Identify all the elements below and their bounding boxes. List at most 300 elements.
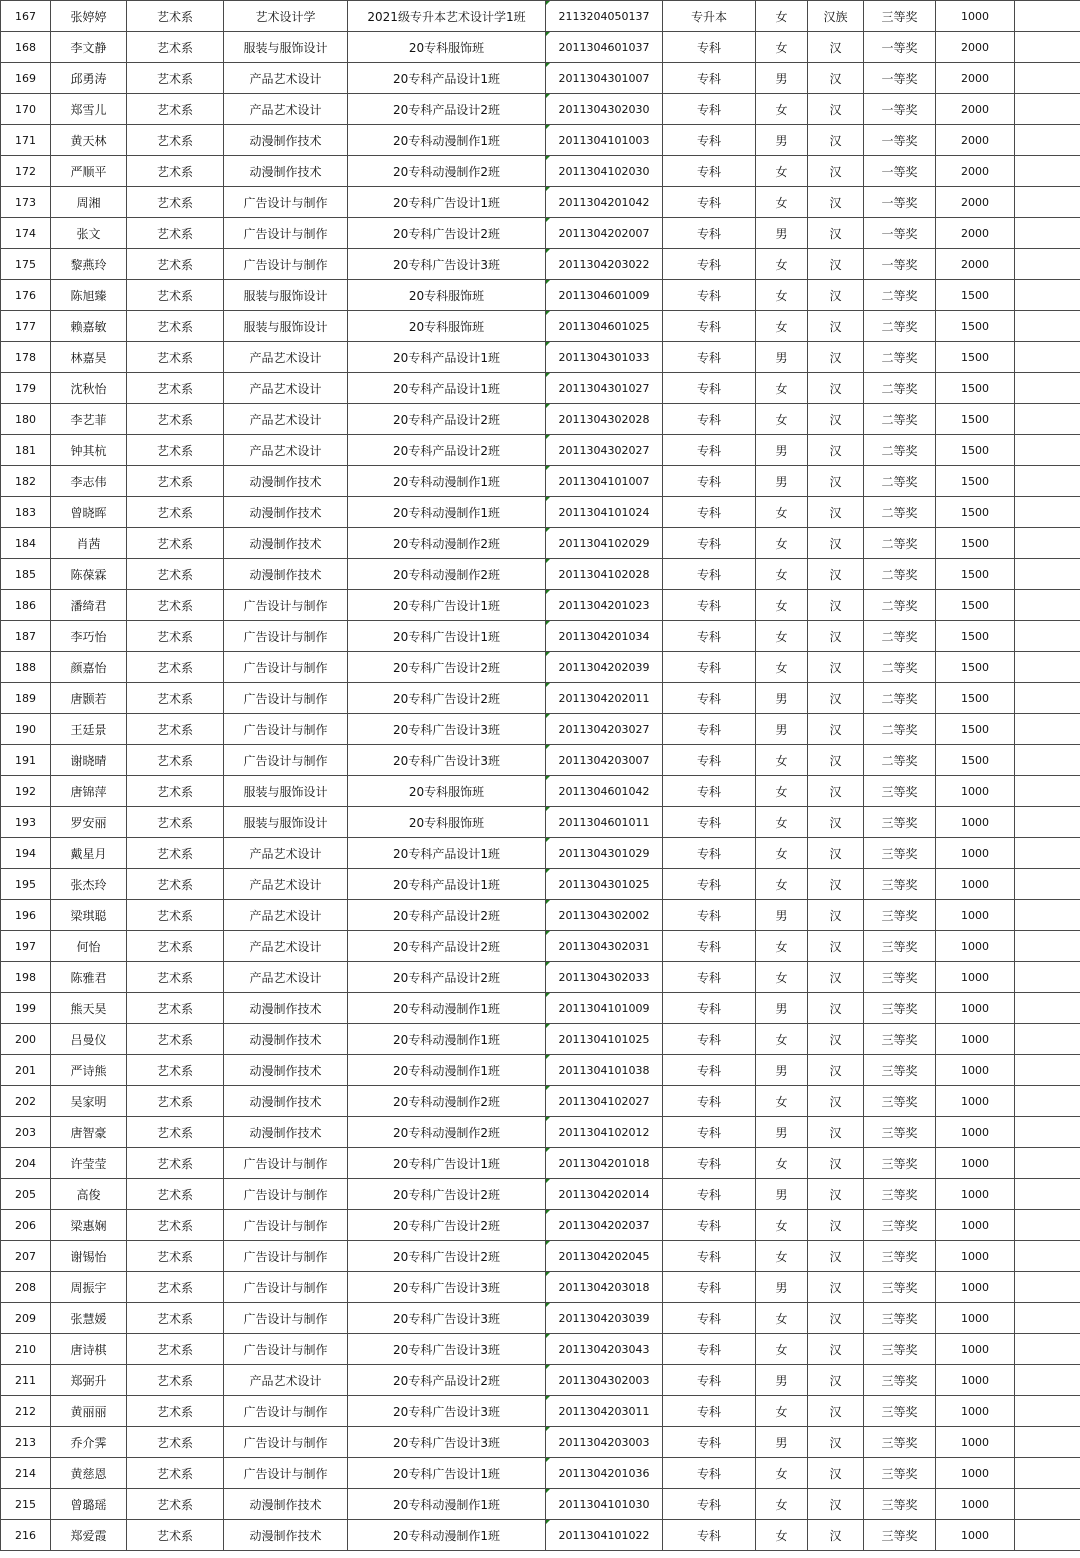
table-row — [1, 1334, 1080, 1365]
name-cell: 王廷景 — [51, 714, 127, 745]
gender-cell: 女 — [756, 1241, 808, 1272]
student-id-cell: 2011304301029 — [546, 838, 663, 869]
table-row — [1, 838, 1080, 869]
department-cell: 艺术系 — [127, 187, 224, 218]
ethnicity-cell: 汉 — [808, 187, 864, 218]
department-cell: 艺术系 — [127, 590, 224, 621]
student-id-cell: 2011304302030 — [546, 94, 663, 125]
student-id-cell: 2011304201023 — [546, 590, 663, 621]
row-number-cell: 200 — [1, 1024, 51, 1055]
student-id-cell: 2011304302033 — [546, 962, 663, 993]
amount-cell: 1500 — [936, 311, 1015, 342]
major-cell: 产品艺术设计 — [224, 94, 348, 125]
education-level-cell: 专科 — [663, 1427, 756, 1458]
education-level-cell: 专科 — [663, 1520, 756, 1551]
table-row — [1, 1, 1080, 32]
student-id-cell: 2011304201042 — [546, 187, 663, 218]
name-cell: 曾璐瑶 — [51, 1489, 127, 1520]
name-cell: 李志伟 — [51, 466, 127, 497]
major-cell: 广告设计与制作 — [224, 621, 348, 652]
education-level-cell: 专科 — [663, 63, 756, 94]
education-level-cell: 专科 — [663, 435, 756, 466]
name-cell: 严顺平 — [51, 156, 127, 187]
name-cell: 林嘉昊 — [51, 342, 127, 373]
amount-cell: 1000 — [936, 838, 1015, 869]
student-id-cell: 2011304601009 — [546, 280, 663, 311]
note-cell — [1015, 187, 1080, 218]
department-cell: 艺术系 — [127, 900, 224, 931]
note-cell — [1015, 745, 1080, 776]
student-id-cell: 2011304203039 — [546, 1303, 663, 1334]
amount-cell: 1000 — [936, 1148, 1015, 1179]
student-id-cell: 2011304202037 — [546, 1210, 663, 1241]
name-cell: 唐诗棋 — [51, 1334, 127, 1365]
major-cell: 产品艺术设计 — [224, 404, 348, 435]
ethnicity-cell: 汉 — [808, 497, 864, 528]
gender-cell: 男 — [756, 683, 808, 714]
amount-cell: 1000 — [936, 1303, 1015, 1334]
education-level-cell: 专科 — [663, 1396, 756, 1427]
ethnicity-cell: 汉 — [808, 435, 864, 466]
table-row — [1, 218, 1080, 249]
department-cell: 艺术系 — [127, 342, 224, 373]
major-cell: 广告设计与制作 — [224, 1396, 348, 1427]
education-level-cell: 专科 — [663, 807, 756, 838]
table-row — [1, 776, 1080, 807]
class-cell: 20专科动漫制作2班 — [348, 528, 546, 559]
note-cell — [1015, 776, 1080, 807]
row-number-cell: 205 — [1, 1179, 51, 1210]
student-id-cell: 2011304202039 — [546, 652, 663, 683]
gender-cell: 女 — [756, 32, 808, 63]
department-cell: 艺术系 — [127, 683, 224, 714]
award-level-cell: 三等奖 — [864, 1210, 936, 1241]
row-number-cell: 201 — [1, 1055, 51, 1086]
note-cell — [1015, 435, 1080, 466]
ethnicity-cell: 汉 — [808, 1427, 864, 1458]
table-row — [1, 621, 1080, 652]
award-level-cell: 三等奖 — [864, 1272, 936, 1303]
ethnicity-cell: 汉 — [808, 745, 864, 776]
table-row — [1, 528, 1080, 559]
student-id-cell: 2011304202045 — [546, 1241, 663, 1272]
name-cell: 陈葆霖 — [51, 559, 127, 590]
table-row — [1, 1427, 1080, 1458]
education-level-cell: 专科 — [663, 900, 756, 931]
name-cell: 肖茜 — [51, 528, 127, 559]
table-row — [1, 156, 1080, 187]
name-cell: 严诗熊 — [51, 1055, 127, 1086]
note-cell — [1015, 1, 1080, 32]
education-level-cell: 专科 — [663, 404, 756, 435]
department-cell: 艺术系 — [127, 714, 224, 745]
major-cell: 动漫制作技术 — [224, 1024, 348, 1055]
major-cell: 广告设计与制作 — [224, 714, 348, 745]
row-number-cell: 213 — [1, 1427, 51, 1458]
note-cell — [1015, 1520, 1080, 1551]
ethnicity-cell: 汉 — [808, 869, 864, 900]
class-cell: 20专科产品设计1班 — [348, 342, 546, 373]
amount-cell: 1000 — [936, 1179, 1015, 1210]
education-level-cell: 专科 — [663, 776, 756, 807]
gender-cell: 女 — [756, 962, 808, 993]
ethnicity-cell: 汉 — [808, 63, 864, 94]
gender-cell: 女 — [756, 776, 808, 807]
gender-cell: 女 — [756, 590, 808, 621]
education-level-cell: 专科 — [663, 1334, 756, 1365]
class-cell: 20专科产品设计2班 — [348, 435, 546, 466]
note-cell — [1015, 1427, 1080, 1458]
award-level-cell: 二等奖 — [864, 404, 936, 435]
amount-cell: 1000 — [936, 1458, 1015, 1489]
gender-cell: 女 — [756, 1210, 808, 1241]
major-cell: 服装与服饰设计 — [224, 776, 348, 807]
table-row — [1, 1241, 1080, 1272]
major-cell: 广告设计与制作 — [224, 1272, 348, 1303]
row-number-cell: 208 — [1, 1272, 51, 1303]
table-row — [1, 1396, 1080, 1427]
name-cell: 张文 — [51, 218, 127, 249]
note-cell — [1015, 280, 1080, 311]
department-cell: 艺术系 — [127, 435, 224, 466]
class-cell: 20专科动漫制作1班 — [348, 1520, 546, 1551]
award-level-cell: 一等奖 — [864, 156, 936, 187]
major-cell: 服装与服饰设计 — [224, 32, 348, 63]
gender-cell: 女 — [756, 1086, 808, 1117]
amount-cell: 1000 — [936, 1396, 1015, 1427]
table-row — [1, 869, 1080, 900]
department-cell: 艺术系 — [127, 156, 224, 187]
award-level-cell: 二等奖 — [864, 683, 936, 714]
note-cell — [1015, 590, 1080, 621]
class-cell: 20专科产品设计2班 — [348, 94, 546, 125]
amount-cell: 1000 — [936, 1055, 1015, 1086]
ethnicity-cell: 汉 — [808, 1024, 864, 1055]
gender-cell: 男 — [756, 1272, 808, 1303]
class-cell: 20专科产品设计1班 — [348, 373, 546, 404]
education-level-cell: 专科 — [663, 621, 756, 652]
student-id-cell: 2011304301027 — [546, 373, 663, 404]
ethnicity-cell: 汉 — [808, 993, 864, 1024]
student-id-cell: 2011304102012 — [546, 1117, 663, 1148]
gender-cell: 女 — [756, 621, 808, 652]
row-number-cell: 172 — [1, 156, 51, 187]
gender-cell: 男 — [756, 1179, 808, 1210]
student-id-cell: 2011304601037 — [546, 32, 663, 63]
row-number-cell: 206 — [1, 1210, 51, 1241]
gender-cell: 女 — [756, 94, 808, 125]
amount-cell: 1000 — [936, 807, 1015, 838]
name-cell: 张慧媛 — [51, 1303, 127, 1334]
name-cell: 颜嘉怡 — [51, 652, 127, 683]
class-cell: 20专科广告设计1班 — [348, 1148, 546, 1179]
education-level-cell: 专科 — [663, 528, 756, 559]
gender-cell: 男 — [756, 993, 808, 1024]
amount-cell: 1500 — [936, 342, 1015, 373]
class-cell: 2021级专升本艺术设计学1班 — [348, 1, 546, 32]
table-row — [1, 94, 1080, 125]
award-level-cell: 二等奖 — [864, 311, 936, 342]
table-row — [1, 1148, 1080, 1179]
ethnicity-cell: 汉族 — [808, 1, 864, 32]
amount-cell: 1000 — [936, 1427, 1015, 1458]
major-cell: 广告设计与制作 — [224, 1210, 348, 1241]
gender-cell: 男 — [756, 714, 808, 745]
department-cell: 艺术系 — [127, 249, 224, 280]
award-level-cell: 三等奖 — [864, 1427, 936, 1458]
gender-cell: 女 — [756, 373, 808, 404]
gender-cell: 女 — [756, 1458, 808, 1489]
class-cell: 20专科产品设计2班 — [348, 962, 546, 993]
name-cell: 赖嘉敏 — [51, 311, 127, 342]
amount-cell: 2000 — [936, 187, 1015, 218]
ethnicity-cell: 汉 — [808, 311, 864, 342]
education-level-cell: 专科 — [663, 1489, 756, 1520]
table-row — [1, 559, 1080, 590]
student-id-cell: 2011304102028 — [546, 559, 663, 590]
amount-cell: 1000 — [936, 1365, 1015, 1396]
note-cell — [1015, 1303, 1080, 1334]
note-cell — [1015, 156, 1080, 187]
ethnicity-cell: 汉 — [808, 683, 864, 714]
award-level-cell: 三等奖 — [864, 1, 936, 32]
class-cell: 20专科产品设计2班 — [348, 931, 546, 962]
note-cell — [1015, 621, 1080, 652]
table-row — [1, 1303, 1080, 1334]
table-row — [1, 1210, 1080, 1241]
major-cell: 广告设计与制作 — [224, 249, 348, 280]
department-cell: 艺术系 — [127, 497, 224, 528]
row-number-cell: 171 — [1, 125, 51, 156]
table-row — [1, 435, 1080, 466]
award-level-cell: 三等奖 — [864, 869, 936, 900]
major-cell: 服装与服饰设计 — [224, 807, 348, 838]
class-cell: 20专科动漫制作1班 — [348, 1024, 546, 1055]
student-id-cell: 2011304302003 — [546, 1365, 663, 1396]
amount-cell: 2000 — [936, 218, 1015, 249]
student-id-cell: 2011304102030 — [546, 156, 663, 187]
amount-cell: 1500 — [936, 497, 1015, 528]
student-id-cell: 2011304203003 — [546, 1427, 663, 1458]
amount-cell: 2000 — [936, 63, 1015, 94]
table-row — [1, 1086, 1080, 1117]
award-level-cell: 一等奖 — [864, 63, 936, 94]
department-cell: 艺术系 — [127, 311, 224, 342]
row-number-cell: 186 — [1, 590, 51, 621]
gender-cell: 男 — [756, 900, 808, 931]
row-number-cell: 177 — [1, 311, 51, 342]
major-cell: 广告设计与制作 — [224, 187, 348, 218]
row-number-cell: 210 — [1, 1334, 51, 1365]
award-level-cell: 二等奖 — [864, 559, 936, 590]
class-cell: 20专科服饰班 — [348, 32, 546, 63]
ethnicity-cell: 汉 — [808, 590, 864, 621]
ethnicity-cell: 汉 — [808, 1055, 864, 1086]
class-cell: 20专科广告设计3班 — [348, 1334, 546, 1365]
gender-cell: 女 — [756, 1303, 808, 1334]
ethnicity-cell: 汉 — [808, 466, 864, 497]
education-level-cell: 专科 — [663, 745, 756, 776]
department-cell: 艺术系 — [127, 1396, 224, 1427]
award-level-cell: 二等奖 — [864, 714, 936, 745]
note-cell — [1015, 218, 1080, 249]
note-cell — [1015, 373, 1080, 404]
award-level-cell: 三等奖 — [864, 993, 936, 1024]
education-level-cell: 专科 — [663, 1458, 756, 1489]
amount-cell: 2000 — [936, 156, 1015, 187]
amount-cell: 1500 — [936, 280, 1015, 311]
gender-cell: 女 — [756, 497, 808, 528]
class-cell: 20专科动漫制作2班 — [348, 1086, 546, 1117]
department-cell: 艺术系 — [127, 373, 224, 404]
ethnicity-cell: 汉 — [808, 807, 864, 838]
student-id-cell: 2011304201036 — [546, 1458, 663, 1489]
award-level-cell: 三等奖 — [864, 931, 936, 962]
class-cell: 20专科广告设计3班 — [348, 1427, 546, 1458]
department-cell: 艺术系 — [127, 1520, 224, 1551]
department-cell: 艺术系 — [127, 1086, 224, 1117]
major-cell: 广告设计与制作 — [224, 1334, 348, 1365]
major-cell: 动漫制作技术 — [224, 156, 348, 187]
major-cell: 广告设计与制作 — [224, 590, 348, 621]
ethnicity-cell: 汉 — [808, 652, 864, 683]
amount-cell: 1000 — [936, 900, 1015, 931]
note-cell — [1015, 869, 1080, 900]
education-level-cell: 专科 — [663, 218, 756, 249]
major-cell: 广告设计与制作 — [224, 1427, 348, 1458]
table-row — [1, 1179, 1080, 1210]
name-cell: 罗安丽 — [51, 807, 127, 838]
education-level-cell: 专科 — [663, 342, 756, 373]
education-level-cell: 专科 — [663, 125, 756, 156]
amount-cell: 2000 — [936, 94, 1015, 125]
major-cell: 动漫制作技术 — [224, 466, 348, 497]
department-cell: 艺术系 — [127, 993, 224, 1024]
note-cell — [1015, 1117, 1080, 1148]
department-cell: 艺术系 — [127, 621, 224, 652]
award-level-cell: 三等奖 — [864, 838, 936, 869]
department-cell: 艺术系 — [127, 1334, 224, 1365]
department-cell: 艺术系 — [127, 125, 224, 156]
major-cell: 动漫制作技术 — [224, 993, 348, 1024]
gender-cell: 男 — [756, 1117, 808, 1148]
gender-cell: 男 — [756, 435, 808, 466]
education-level-cell: 专科 — [663, 559, 756, 590]
row-number-cell: 209 — [1, 1303, 51, 1334]
amount-cell: 1500 — [936, 404, 1015, 435]
education-level-cell: 专科 — [663, 32, 756, 63]
department-cell: 艺术系 — [127, 1241, 224, 1272]
table-row — [1, 1489, 1080, 1520]
student-id-cell: 2011304302002 — [546, 900, 663, 931]
award-level-cell: 一等奖 — [864, 187, 936, 218]
name-cell: 陈雅君 — [51, 962, 127, 993]
table-row — [1, 404, 1080, 435]
student-id-cell: 2011304201018 — [546, 1148, 663, 1179]
class-cell: 20专科广告设计1班 — [348, 621, 546, 652]
row-number-cell: 167 — [1, 1, 51, 32]
major-cell: 动漫制作技术 — [224, 1117, 348, 1148]
row-number-cell: 216 — [1, 1520, 51, 1551]
row-number-cell: 212 — [1, 1396, 51, 1427]
row-number-cell: 174 — [1, 218, 51, 249]
award-level-cell: 三等奖 — [864, 1303, 936, 1334]
name-cell: 潘绮君 — [51, 590, 127, 621]
amount-cell: 1000 — [936, 1241, 1015, 1272]
row-number-cell: 194 — [1, 838, 51, 869]
amount-cell: 1500 — [936, 745, 1015, 776]
class-cell: 20专科广告设计3班 — [348, 714, 546, 745]
table-row — [1, 745, 1080, 776]
amount-cell: 1500 — [936, 590, 1015, 621]
row-number-cell: 192 — [1, 776, 51, 807]
row-number-cell: 193 — [1, 807, 51, 838]
education-level-cell: 专科 — [663, 869, 756, 900]
row-number-cell: 183 — [1, 497, 51, 528]
gender-cell: 女 — [756, 807, 808, 838]
education-level-cell: 专科 — [663, 466, 756, 497]
note-cell — [1015, 311, 1080, 342]
name-cell: 梁琪聪 — [51, 900, 127, 931]
education-level-cell: 专科 — [663, 1303, 756, 1334]
amount-cell: 1500 — [936, 714, 1015, 745]
gender-cell: 男 — [756, 218, 808, 249]
name-cell: 邱勇涛 — [51, 63, 127, 94]
award-level-cell: 二等奖 — [864, 342, 936, 373]
major-cell: 动漫制作技术 — [224, 1086, 348, 1117]
department-cell: 艺术系 — [127, 404, 224, 435]
note-cell — [1015, 931, 1080, 962]
row-number-cell: 195 — [1, 869, 51, 900]
student-id-cell: 2011304102027 — [546, 1086, 663, 1117]
note-cell — [1015, 1272, 1080, 1303]
award-level-cell: 二等奖 — [864, 621, 936, 652]
amount-cell: 1500 — [936, 373, 1015, 404]
table-row — [1, 1520, 1080, 1551]
table-row — [1, 1458, 1080, 1489]
education-level-cell: 专科 — [663, 497, 756, 528]
amount-cell: 1000 — [936, 993, 1015, 1024]
class-cell: 20专科服饰班 — [348, 280, 546, 311]
education-level-cell: 专科 — [663, 1179, 756, 1210]
education-level-cell: 专科 — [663, 1055, 756, 1086]
ethnicity-cell: 汉 — [808, 249, 864, 280]
student-id-cell: 2011304101007 — [546, 466, 663, 497]
department-cell: 艺术系 — [127, 1148, 224, 1179]
note-cell — [1015, 32, 1080, 63]
student-id-cell: 2011304601025 — [546, 311, 663, 342]
name-cell: 唐颢若 — [51, 683, 127, 714]
amount-cell: 1000 — [936, 962, 1015, 993]
award-level-cell: 一等奖 — [864, 32, 936, 63]
row-number-cell: 207 — [1, 1241, 51, 1272]
gender-cell: 女 — [756, 745, 808, 776]
student-id-cell: 2011304302027 — [546, 435, 663, 466]
class-cell: 20专科广告设计2班 — [348, 1179, 546, 1210]
note-cell — [1015, 497, 1080, 528]
table-row — [1, 993, 1080, 1024]
major-cell: 服装与服饰设计 — [224, 280, 348, 311]
name-cell: 吕曼仪 — [51, 1024, 127, 1055]
name-cell: 熊天昊 — [51, 993, 127, 1024]
name-cell: 郑雪儿 — [51, 94, 127, 125]
ethnicity-cell: 汉 — [808, 528, 864, 559]
student-id-cell: 2011304101038 — [546, 1055, 663, 1086]
amount-cell: 1500 — [936, 559, 1015, 590]
major-cell: 广告设计与制作 — [224, 652, 348, 683]
row-number-cell: 184 — [1, 528, 51, 559]
major-cell: 动漫制作技术 — [224, 528, 348, 559]
